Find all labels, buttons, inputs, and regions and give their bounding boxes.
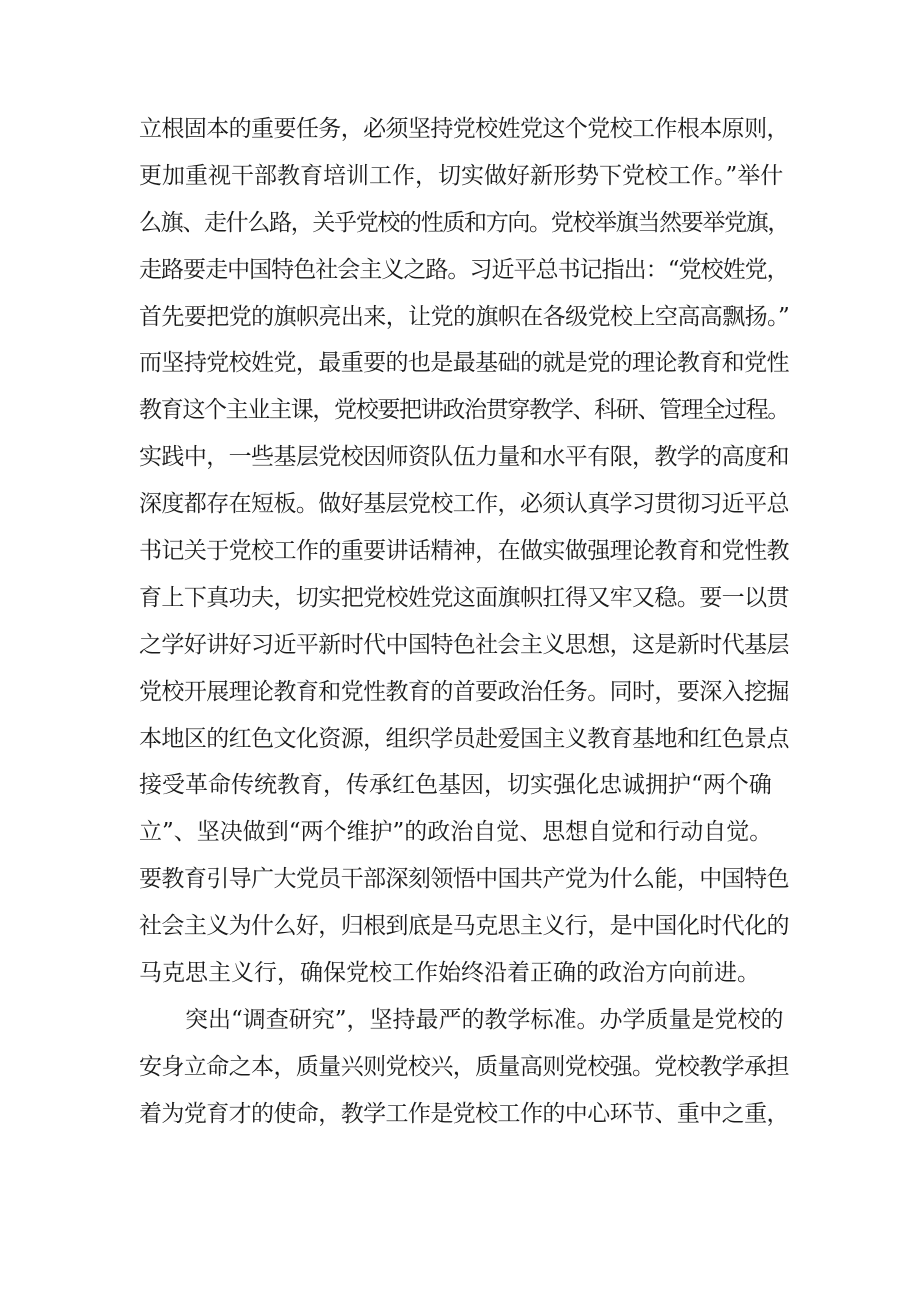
text-line: 接受革命传统教育，传承红色基因，切实强化忠诚拥护“两个确 [139, 772, 772, 799]
text-line: 走路要走中国特色社会主义之路。习近平总书记指出：“党校姓党， [139, 256, 789, 283]
text-line: 深度都存在短板。做好基层党校工作，必须认真学习贯彻习近平总 [139, 491, 789, 518]
text-line: 书记关于党校工作的重要讲话精神，在做实做强理论教育和党性教 [139, 538, 789, 565]
text-line: 育上下真功夫，切实把党校姓党这面旗帜扛得又牢又稳。要一以贯 [139, 584, 789, 611]
body-text [139, 106, 789, 1138]
text-line: 之学好讲好习近平新时代中国特色社会主义思想，这是新时代基层 [139, 631, 789, 658]
text-line: 党校开展理论教育和党性教育的首要政治任务。同时，要深入挖掘 [139, 678, 789, 705]
text-line: 教育这个主业主课，党校要把讲政治贯穿教学、科研、管理全过程。 [139, 397, 790, 424]
text-line: 马克思主义行，确保党校工作始终沿着正确的政治方向前进。 [139, 960, 760, 987]
paragraph-start-line: 突出“调查研究”，坚持最严的教学标准。办学质量是党校的 [185, 1006, 784, 1033]
text-line: 立根固本的重要任务，必须坚持党校姓党这个党校工作根本原则， [139, 116, 789, 142]
text-line: 实践中，一些基层党校因师资队伍力量和水平有限，教学的高度和 [139, 444, 789, 471]
text-line: 要教育引导广大党员干部深刻领悟中国共产党为什么能，中国特色 [139, 866, 789, 893]
text-line: 社会主义为什么好，归根到底是马克思主义行，是中国化时代化的 [139, 913, 789, 940]
text-line: 安身立命之本，质量兴则党校兴，质量高则党校强。党校教学承担 [139, 1053, 789, 1080]
text-line: 本地区的红色文化资源，组织学员赴爱国主义教育基地和红色景点 [139, 725, 789, 752]
text-line: 首先要把党的旗帜亮出来，让党的旗帜在各级党校上空高高飘扬。” [139, 303, 790, 330]
text-line: 更加重视干部教育培训工作，切实做好新形势下党校工作。”举什 [139, 162, 784, 189]
text-line: 着为党育才的使命，教学工作是党校工作的中心环节、重中之重， [139, 1100, 789, 1127]
text-line: 而坚持党校姓党，最重要的也是最基础的就是党的理论教育和党性 [139, 350, 789, 377]
text-line: 立”、坚决做到“两个维护”的政治自觉、思想自觉和行动自觉。 [139, 819, 773, 846]
text-line: 么旗、走什么路，关乎党校的性质和方向。党校举旗当然要举党旗， [139, 209, 790, 236]
